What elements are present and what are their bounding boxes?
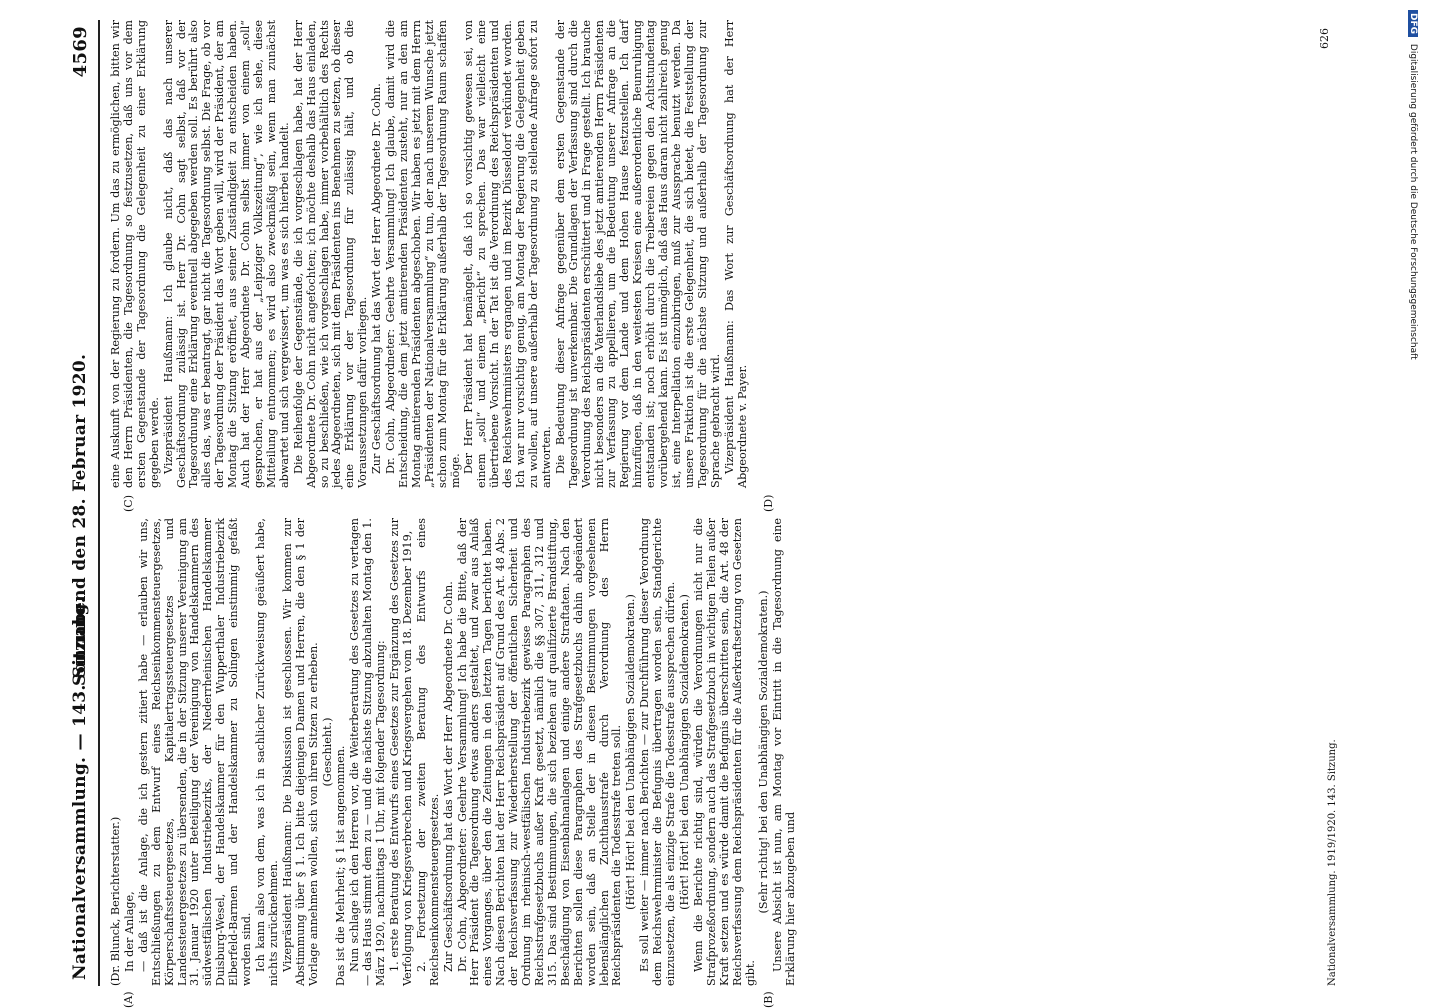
paragraph: Der Herr Präsident hat bemängelt, daß ich so vorsichtig gewesen sei, von einem „soll“ und einem „Bericht“ zu sprechen. Das war vielleicht eine übertriebene Vorsicht. In der Tat ist die Verordnung des Reichspräsidenten und des Reichswehrministers ergangen und im Bezirk Düsseldorf verkündet worden. Ich war nur vorsichtig genug, am Montag der Regierung die Gelegenheit geben zu wollen, auf unsere außerhalb der Tagesordnung zu stellende Anfrage sofort zu antworten. bbox=[462, 20, 553, 488]
paragraph: Wenn die Berichte richtig sind, würden die Verordnungen nicht nur die Strafprozeßordnung, sondern auch das Strafgesetzbuch in wichtigen Teilen außer Kraft setzen und es würde damit die Befugnis überschritten sein, die Art. 48 der Reichsverfassung dem Reichspräsidenten für die Außerkraftsetzung von Gesetzen gibt. bbox=[691, 518, 757, 986]
paragraph: (Geschieht.) bbox=[320, 717, 334, 787]
column-right bbox=[110, 20, 750, 488]
paragraph: Die Bedeutung dieser Anfrage gegenüber dem ersten Gegenstande der Tagesordnung ist unverkennbar. Die Grundlagen der Verfassung sind durch die Verordnung des Reichspräsidenten erschüttert und in Frage gestellt. Ich brauche nicht besonders an die Vaterlandsliebe des jetzt amtierenden Herrn Präsidenten zur Verfassung zu appellieren, um die Bedeutung unserer Anfrage an die Regierung vor dem Lande und dem Hohen Hause festzustellen. Ich darf hinzufügen, daß in den weitesten Kreisen eine außerordentliche Beunruhigung entstanden ist; noch erhöht durch die Treibereien gegen den Achtstundentag vorübergehend kann. Es ist unmöglich, daß das Haus daran nicht zahlreich genug ist, eine Interpellation einzubringen, muß zur Aussprache benutzt werden. Da unsere Fraktion ist die erste Gelegenheit, die sich bietet, die Feststellung der Tagesordnung für die nächste Sitzung und außerhalb der Tagesordnung zur Sprache gebracht wird. bbox=[553, 20, 722, 488]
marker-c: (C) bbox=[122, 495, 135, 512]
page-header bbox=[62, 20, 102, 986]
paragraph: Vizepräsident Haußmann: Die Diskussion ist geschlossen. Wir kommen zur Abstimmung über § 1. Ich bitte diejenigen Damen und Herren, die den § 1 der Vorlage annehmen wollen, sich von ihren Sitzen zu erheben. bbox=[280, 518, 320, 986]
paragraph: Zur Geschäftsordnung hat das Wort der Herr Abgeordnete Dr. Cohn. bbox=[441, 581, 455, 972]
paragraph: Die Reihenfolge der Gegenstände, die ich vorgeschlagen habe, hat der Herr Abgeordnete Dr. Cohn nicht angefochten; ich möchte deshalb das Haus einladen, so zu beschließen, wie ich vorgeschlagen habe, immer vorbehältlich des Rechts jedes Abgeordneten, sich mit dem Präsidenten ins Benehmen zu setzen, ob dieser eine Erklärung vor der Tagesordnung für zulässig hält, und ob die Voraussetzungen dafür vorliegen. bbox=[291, 20, 370, 488]
header-rule bbox=[98, 20, 100, 986]
bottom-page-number: 626 bbox=[1318, 28, 1331, 49]
rotated-sheet bbox=[62, 20, 1362, 1008]
paragraph: (Dr. Blunck, Berichterstatter.) bbox=[109, 816, 122, 986]
paragraph: Zur Geschäftsordnung hat das Wort der Herr Abgeordnete Dr. Cohn. bbox=[370, 83, 384, 474]
paragraph: Dr. Cohn, Abgeordneter: Geehrte Versammlung! Ich glaube, damit wird die Entscheidung, die dem jetzt amtierenden Präsidenten zusteht, nur an den am Montag amtierenden Präsidenten abgeschoben. Wir haben es jetzt mit dem Herrn „Präsidenten der Nationalversammlung“ zu tun, der nach unserem Wunsche jetzt schon zum Montag für die Erklärung außerhalb der Tagesordnung Raum schaffen möge. bbox=[384, 20, 462, 488]
paragraph: Dr. Cohn, Abgeordneter: Geehrte Versammlung! Ich habe die Bitte, daß der Herr Präsident die Tagesordnung etwas anders gestaltet, und zwar aus Anlaß eines Vorganges, über den die Zeitungen in den letzten Tagen berichtet haben. Nach diesen Berichten hat der Herr Reichspräsident auf Grund des Art. 48 Abs. 2 der Reichsverfassung zur Wiederherstellung der öffentlichen Sicherheit und Ordnung im rheinisch-westfälischen Industriebezirk gewisse Paragraphen des Reichsstrafgesetzbuchs außer Kraft gesetzt, nämlich die §§ 307, 311, 312 und 315. Das sind Bestimmungen, die sich beziehen auf qualifizierte Brandstiftung, Beschädigung von Eisenbahnanlagen und einige andere Straftaten. Nach den Berichten sollen diese Paragraphen des Strafgesetzbuchs dahin abgeändert worden sein, daß an Stelle der in diesen Bestimmungen vorgesehenen lebenslänglichen Zuchthausstrafe durch Verordnung des Herrn Reichspräsidenten die Todesstrafe treten soll. bbox=[455, 518, 624, 986]
page-area bbox=[62, 20, 1362, 1008]
paragraph: — daß ist die Anlage, die ich gestern zitiert habe — erlauben wir uns, Entschließungen zu dem Entwurf eines Reichseinkommensteuergesetzes, Körperschaftssteuergesetzes, Kapitalertragssteuergesetzes und Landessteuergesetzes zu übersenden, die in der Sitzung unserer Vereinigung am 31. Januar 1920 unter Beteiligung der Vereinigung von Handelskammern des südwestfälischen Industriebezirks, der Niederrheinischen Handelskammer Duisburg-Wesel, der Handelskammer für den Wupperthaler Industriebezirk Elberfeld-Barmen und der Handelskammer zu Solingen einstimmig gefaßt worden sind. bbox=[136, 518, 254, 986]
paragraph: Ich kann also von dem, was ich in sachlicher Zurückweisung geäußert habe, nichts zurücknehmen. bbox=[253, 518, 280, 986]
paragraph: 2. Fortsetzung der zweiten Beratung des Entwurfs eines Reichseinkommensteuergesetzes. bbox=[414, 518, 441, 986]
page-footer: Nationalversammlung. 1919/1920. 143. Sitzung. bbox=[1327, 739, 1338, 986]
paragraph: (Hört! Hört! bei den Unabhängigen Sozialdemokraten.) bbox=[677, 594, 691, 910]
paragraph: Vizepräsident Haußmann: Ich glaube nicht, daß das nach unserer Geschäftsordnung zulässig ist. Herr Dr. Cohn sagt selbst, daß vor der Tagesordnung eine Erklärung eventuell abgegeben werden soll. Es berührt also alles das, was er beantragt, gar nicht die Tagesordnung selbst. Die Frage, ob vor der Tagesordnung der Präsident das Wort geben will, wird der Präsident, der am Montag die Sitzung eröffnet, aus seiner Zuständigkeit zu entscheiden haben. Auch hat der Herr Abgeordnete Dr. Cohn selbst immer von einem „soll“ gesprochen, er hat aus der „Leipziger Volkszeitung“, wie ich sehe, diese Mitteilung entnommen; es wird also zweckmäßig sein, wenn man zunächst abwartet und sich vergewissert, um was es sich hierbei handelt. bbox=[161, 20, 291, 488]
header-page-number: 4569 bbox=[70, 26, 91, 78]
marker-b: (B) bbox=[762, 991, 775, 1008]
paragraph: eine Auskunft von der Regierung zu fordern. Um das zu ermöglichen, bitten wir den Herrn Präsidenten, die Tagesordnung so festzusetzen, daß uns vor dem ersten Gegenstande der Tagesordnung die Gelegenheit zu einer Erklärung gegeben werde. bbox=[109, 20, 161, 488]
paragraph: (Hört! Hört! bei den Unabhängigen Sozialdemokraten.) bbox=[624, 594, 638, 910]
paragraph: Vizepräsident Haußmann: Das Wort zur Geschäftsordnung hat der Herr Abgeordnete v. Payer. bbox=[722, 20, 749, 488]
paragraph: Es soll weiter — immer nach Berichten — zur Durchführung dieser Verordnung dem Reichswehrminister die Befugnis übertragen worden sein, Standgerichte einzusetzen, die als einzige Strafe die Todesstrafe aussprechen dürfen. bbox=[638, 518, 678, 986]
dfg-side-note bbox=[1404, 10, 1418, 990]
paragraph: Unsere Absicht ist nun, am Montag vor Eintritt in die Tagesordnung eine Erklärung hier abzugeben und bbox=[771, 518, 798, 986]
marker-a: (A) bbox=[122, 991, 135, 1008]
paragraph: 1. erste Beratung des Entwurfs eines Gesetzes zur Ergänzung des Gesetzes zur Verfolgung von Kriegsverbrechen und Kriegsvergehen vom 18. Dezember 1919, bbox=[388, 518, 414, 986]
dfg-logo-icon: DFG bbox=[1408, 10, 1418, 37]
header-left: Nationalversammlung. — 143. Sitzung. bbox=[70, 597, 90, 980]
paragraph: Nun schlage ich den Herren vor, die Weiterberatung des Gesetzes zu vertagen — das Haus stimmt dem zu — und die nächste Sitzung abzuhalten Montag den 1. März 1920, nachmittags 1 Uhr, mit folgender Tagesordnung: bbox=[348, 518, 388, 986]
paragraph: In der Anlage, bbox=[122, 891, 136, 972]
paragraph: (Sehr richtig! bei den Unabhängigen Sozialdemokraten.) bbox=[757, 590, 771, 914]
paragraph: Das ist die Mehrheit; § 1 ist angenommen. bbox=[334, 745, 348, 986]
header-date: Sonnabend den 28. Februar 1920. bbox=[70, 353, 90, 686]
marker-d: (D) bbox=[762, 494, 775, 512]
column-left bbox=[110, 518, 799, 986]
dfg-note-text: Digitalisierung gefördert durch die Deutsche Forschungsgemeinschaft bbox=[1408, 43, 1418, 360]
